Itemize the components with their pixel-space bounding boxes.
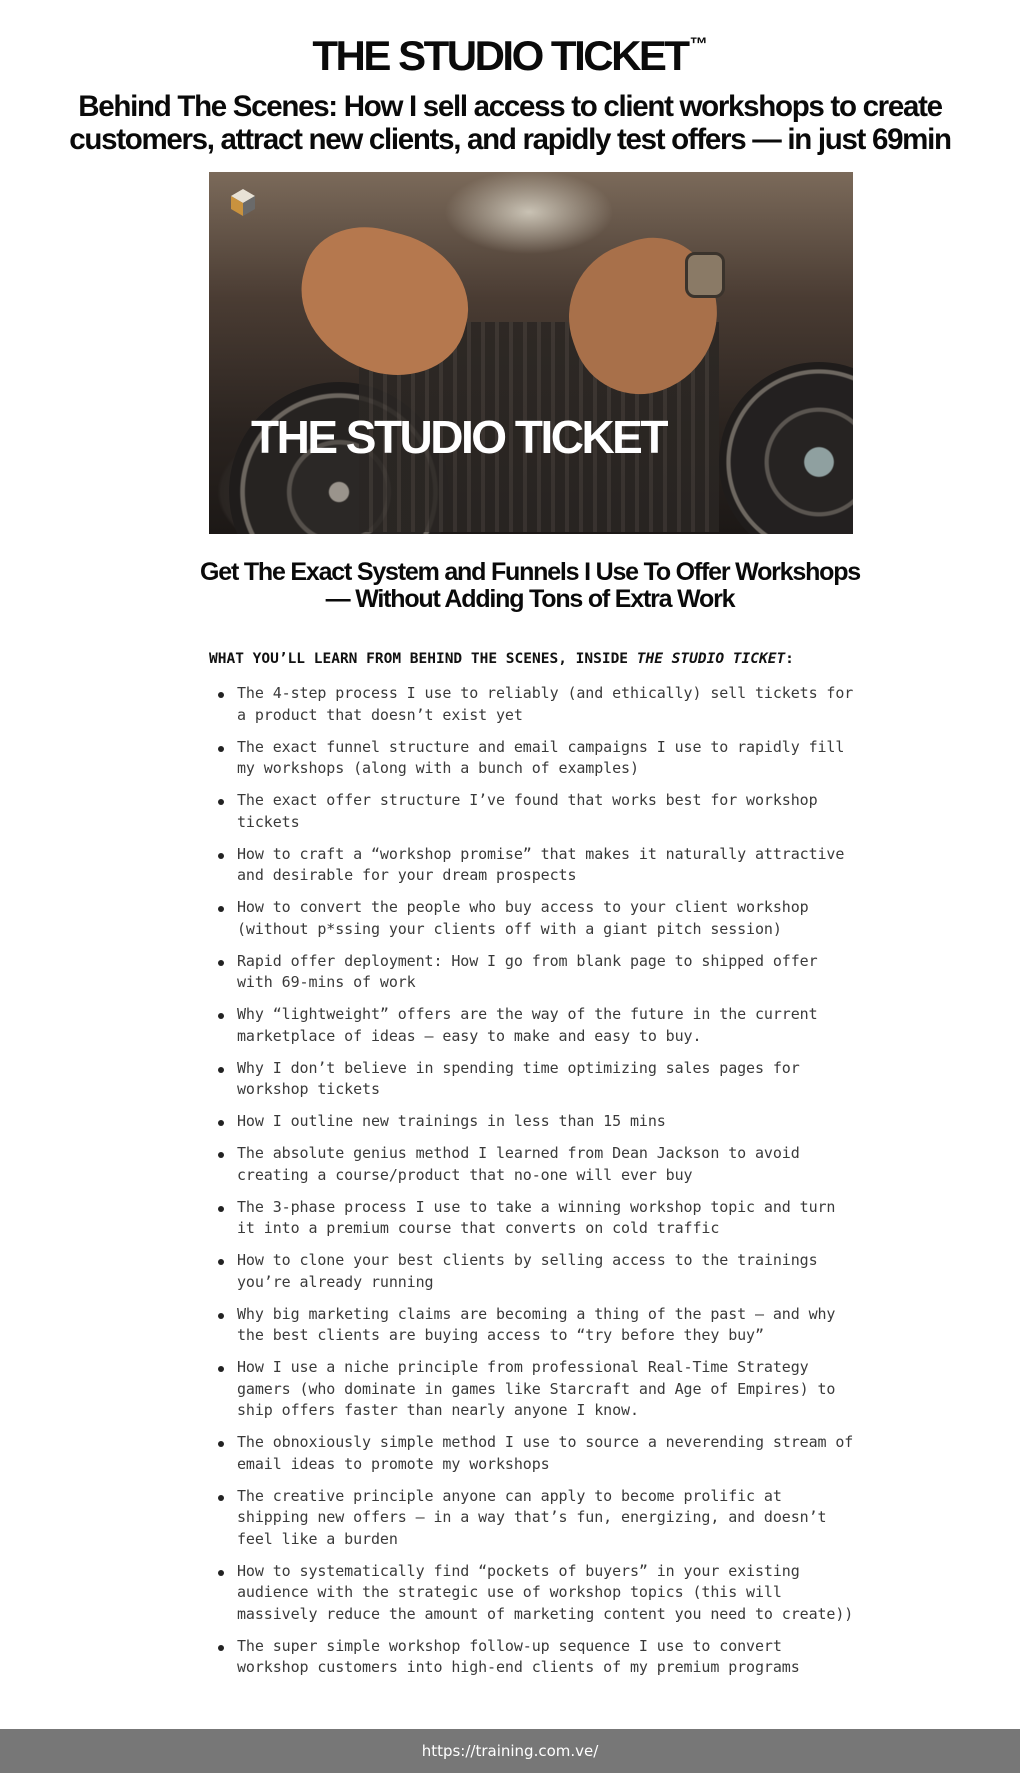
list-item: The exact offer structure I’ve found that works best for workshop tickets — [209, 790, 859, 833]
learn-heading-prefix: WHAT YOU’LL LEARN FROM BEHIND THE SCENES, INSIDE — [209, 651, 637, 667]
list-item: The super simple workshop follow-up sequence I use to convert workshop customers into high-end clients of my premium programs — [209, 1636, 859, 1679]
list-item: How to systematically find “pockets of buyers” in your existing audience with the strategic use of workshop topics (this will massively reduce the amount of marketing content you need to create)) — [209, 1561, 859, 1626]
list-item: Rapid offer deployment: How I go from blank page to shipped offer with 69-mins of work — [209, 951, 859, 994]
brand-title — [0, 18, 1020, 82]
list-item: The creative principle anyone can apply to become prolific at shipping new offers — in a way that’s fun, energizing, and doesn’t feel like a burden — [209, 1486, 859, 1551]
page-headline: Behind The Scenes: How I sell access to client workshops to create customers, attract new clients, and rapidly test offers — in just 69min — [69, 90, 951, 156]
subheadline: Get The Exact System and Funnels I Use To Offer Workshops — Without Adding Tons of Extra Work — [200, 558, 861, 613]
brand-name: THE STUDIO TICKET — [312, 32, 688, 79]
hero-image — [209, 172, 853, 534]
learn-list — [209, 683, 859, 1689]
list-item: The 4-step process I use to reliably (and ethically) sell tickets for a product that doesn’t exist yet — [209, 683, 859, 726]
list-item: How I use a niche principle from professional Real-Time Strategy gamers (who dominate in games like Starcraft and Age of Empires) to ship offers faster than nearly anyone I know. — [209, 1357, 859, 1422]
status-url[interactable]: https://training.com.ve/ — [421, 1742, 599, 1760]
list-item: The absolute genius method I learned from Dean Jackson to avoid creating a course/product that no-one will ever buy — [209, 1143, 859, 1186]
status-url-bar — [0, 1729, 1020, 1773]
learn-heading-suffix: : — [785, 651, 794, 667]
list-item: Why “lightweight” offers are the way of the future in the current marketplace of ideas — easy to make and easy to buy. — [209, 1004, 859, 1047]
learn-heading-emphasis: THE STUDIO TICKET — [636, 651, 786, 667]
list-item: Why I don’t believe in spending time optimizing sales pages for workshop tickets — [209, 1058, 859, 1101]
list-item: How I outline new trainings in less than 15 mins — [209, 1111, 859, 1133]
hero-title: THE STUDIO TICKET — [251, 411, 666, 463]
list-item: How to convert the people who buy access to your client workshop (without p*ssing your clients off with a giant pitch session) — [209, 897, 859, 940]
learn-heading — [209, 649, 909, 669]
list-item: How to craft a “workshop promise” that makes it naturally attractive and desirable for your dream prospects — [209, 844, 859, 887]
cube-logo-icon — [227, 186, 259, 218]
list-item: The 3-phase process I use to take a winning workshop topic and turn it into a premium course that converts on cold traffic — [209, 1197, 859, 1240]
wristwatch — [685, 252, 725, 298]
trademark-symbol: ™ — [689, 34, 708, 54]
list-item: The obnoxiously simple method I use to source a neverending stream of email ideas to promote my workshops — [209, 1432, 859, 1475]
list-item: How to clone your best clients by selling access to the trainings you’re already running — [209, 1250, 859, 1293]
list-item: Why big marketing claims are becoming a thing of the past — and why the best clients are buying access to “try before they buy” — [209, 1304, 859, 1347]
list-item: The exact funnel structure and email campaigns I use to rapidly fill my workshops (along with a bunch of examples) — [209, 737, 859, 780]
